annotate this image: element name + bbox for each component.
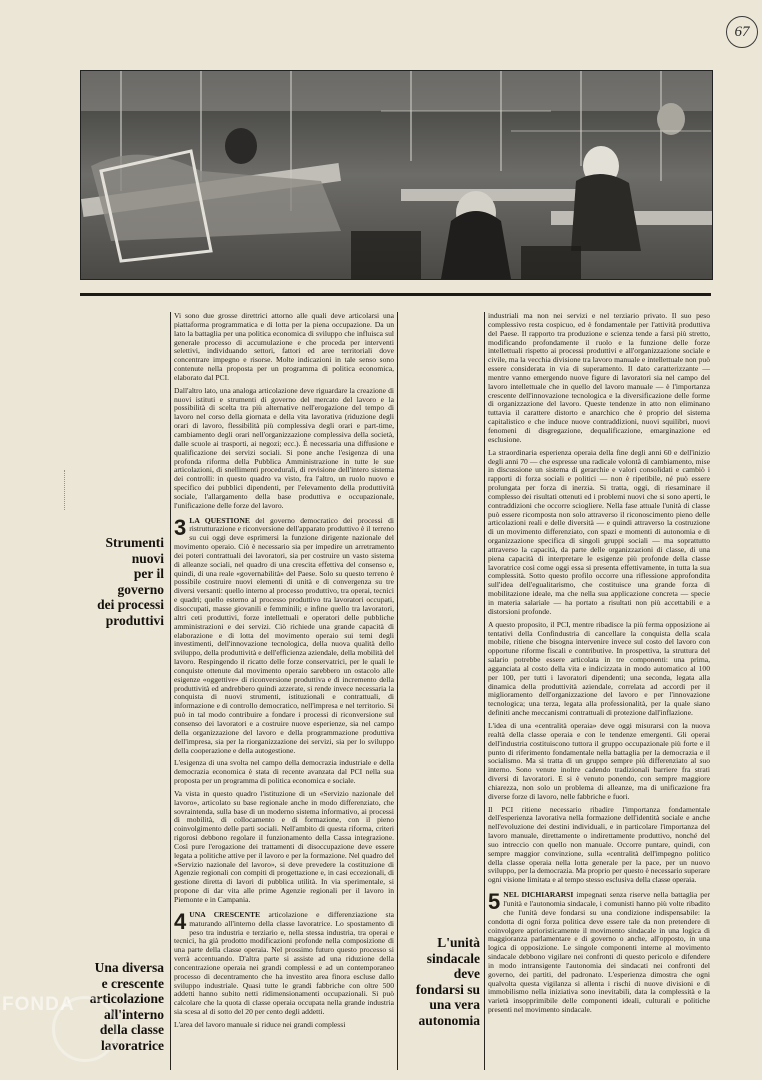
watermark: FONDA <box>2 994 75 1015</box>
headline-unita-sindacale: L'unità sindacale deve fondarsi su una vera autonomia <box>415 935 480 1028</box>
section-3: 3 LA QUESTIONE del governo democratico dei processi di ristrutturazione e riconversione dell'apparato produttivo è il terreno su cui oggi deve esprimersi la funzione dirigente nazionale del movimento operaio. Ciò è necessario sia per impedire un arretramento dei poteri contrattuali dei lavoratori, sia per costruire un vasto sistema di alleanze sociali, nel quadro di una crescita effettiva del consenso e, quindi, di una reale «governabilità» del Paese. Solo su questo terreno è possibile costruire nuovi elementi di unità e di convergenza su tre diversi versanti: quello interno al processo produttivo, tra operai, tecnici e quadri; quello esterno al processo produttivo tra lavoratori occupati, disoccupati, masse giovanili e femminili; e infine quello tra lavoratori, altri ceti produttivi, forze intellettuali e operatori delle pubbliche amministrazioni e dei servizi. Ciò richiede una grande capacità di elaborazione e di lotta del movimento operaio sui temi degli investimenti, dell'innovazione tecnologica, della nuova qualità dello sviluppo, della produttività e dell'efficienza aziendale, della mobilità del lavoro. Respingendo il ricatto delle forze conservatrici, per le quali le conquiste ottenute dal movimento operaio sarebbero un ostacolo alle esigenze «oggettive» di riconversione produttiva e di incremento della produttività ed andrebbero quindi azzerate, si rende invece necessaria la conquista di nuovi strumenti, istituzionali e contrattuali, di informazione e di controllo democratico, nell'impresa e nel territorio. Si può in tal modo contribuire a fondare i processi di riconversione sul consenso dei lavoratori e a costruire nuove esperienze, sia nel campo della organizzazione del lavoro e della programmazione produttiva dell'impresa, sia per la riorganizzazione dei servizi, sia per lo sviluppo della cooperazione e della autogestione. L'esigenza di una svolta nel campo della democrazia industriale e della democrazia economica è stata di recente avanzata dal PCI nella sua proposta per un programma di politica economica e sociale. Va vista in questo quadro l'istituzione di un «Servizio nazionale del lavoro», articolato su base regionale anche in modo differenziato, che sovraintenda, sulla base di un moderno sistema informativo, ai processi di mobilità, di collocamento e di formazione, con il pieno coinvolgimento delle parti sociali. Nell'ambito di questa riforma, criteri rigorosi debbono regolare il funzionamento della Cassa integrazione. Così pure l'erogazione dei trattamenti di disoccupazione deve essere legata a politiche attive per il lavoro e per la formazione. Nel quadro del «Servizio nazionale del lavoro», si deve prevedere la costituzione di Agenzie regionali con compiti di progettazione e, in casi eccezionali, di gestione diretta di lavori di pubblica utilità. In via sperimentale, si propone di dar vita alle prime Agenzie regionali per il lavoro in Piemonte e in Campania. <box>174 514 394 904</box>
paragraph: La straordinaria esperienza operaia della fine degli anni 60 e dell'inizio degli anni 70 — che espresse una radicale volontà di cambiamento, mise in discussione un sistema di gerarchie e valori consolidati e cambiò i rapporti di forza sociali e politici — non è ripetibile, né può essere prolungata per forza di inerzia. Si tratta, oggi, di riesaminare il complesso dei risultati ottenuti ed i problemi nuovi che si sono aperti, le contraddizioni che occorre sciogliere. Nella fase attuale l'unità di classe può essere ricomposta non solo attraverso il riconoscimento pieno delle articolazioni reali e delle diversità — e quindi attraverso la costruzione di un movimento differenziato, con spazi e momenti di autonomia e di organizzazione specifica di singoli gruppi sociali — ma soprattutto attraverso la capacità, da parte delle organizzazioni di classe, di una piena capacità di interpretare le esigenze più profonde della classe lavoratrice così come oggi essa si presenta effettivamente, in tutta la sua complessità. Sotto questo profilo occorre una riflessione approfondita sull'idea dell'egualitarismo, che costituisce una grande forza di mobilitazione ideale, ma che nella sua applicazione concreta — specie in materia salariale — ha portato a risultati non più accettabili e a distorsioni profonde. <box>488 447 710 616</box>
section-rule <box>80 293 711 296</box>
paragraph: Vi sono due grosse direttrici attorno alle quali deve articolarsi una piattaforma programmatica e di lotta per la piena occupazione. Da un lato la battaglia per una politica economica di sviluppo che influisca sul generale processo di accumulazione e che proceda per interventi selettivi, individuando settori, fattori ed aree territoriali dove concentrare impegno e risorse. Molte indicazioni in tale senso sono contenute nella proposta per un programma di politica economica, elaborato dal PCI. <box>174 312 394 382</box>
column-divider-left <box>170 312 171 1070</box>
section-lead: LA QUESTIONE <box>189 515 250 525</box>
paragraph: Dall'altro lato, una analoga articolazione deve riguardare la creazione di nuovi istituti e strumenti di governo del mercato del lavoro e la possibilità di scelta tra più alternative nell'erogazione del tempo di lavoro nel corso della giornata e della vita lavorativa (riduzione degli orari di lavoro, flessibilità più complessiva degli orari e part-time, cambiamento degli orari nell'organizzazione complessiva della società, dalle scuole ai trasporti, ai negozi; ecc.). È necessaria una diffusione e qualificazione dei servizi sociali. Si pone anche l'esigenza di una profonda riforma della Pubblica Amministrazione in tutte le sue articolazioni, di snellimenti procedurali, di revisione dell'intero sistema dei controlli: in questo quadro va visto, fra l'altro, un ruolo nuovo e specifico dei pubblici dipendenti, per l'elevamento della produttività sociale, l'allargamento della base produttiva e occupazionale, l'unificazione delle forze del lavoro. <box>174 385 394 510</box>
factory-workers-photo <box>80 70 713 280</box>
section-number: 5 <box>488 889 501 915</box>
factory-workers-photo-icon <box>81 71 712 279</box>
article-column-right <box>488 312 710 1074</box>
section-number: 3 <box>174 514 187 540</box>
column-divider-right <box>484 312 485 1070</box>
paragraph: L'idea di una «centralità operaia» deve oggi misurarsi con la nuova realtà della classe operaia e con le tendenze emergenti. Gli operai dell'industria costituiscono tuttora il gruppo occupazionale più forte e il punto di riferimento fondamentale nella battaglia per la democrazia e il socialismo. Ma si tratta di un gruppo sempre più differenziato al suo interno. Sono venute inoltre cadendo tradizionali barriere fra strati diversi di lavoratori. E si è venuto ponendo, con sempre maggiore chiarezza, non solo un problema di alleanze, ma di unificazione fra diverse forze di lavoro, nelle fabbriche e fuori. <box>488 720 710 801</box>
article-column-left <box>174 312 394 1074</box>
headline-una-diversa: Una diversa e crescente articolazione all'interno della classe lavoratrice <box>89 960 164 1053</box>
section-number: 4 <box>174 908 187 934</box>
section-lead: NEL DICHIARARSI <box>503 890 574 900</box>
section-lead: UNA CRESCENTE <box>189 909 261 919</box>
page-number: 67 <box>726 16 758 48</box>
paragraph: A questo proposito, il PCI, mentre ribadisce la più ferma opposizione ai tentativi della Confindustria di cancellare la conquista della scala mobile, ritiene che bisogna intervenire invece sul costo del lavoro con opportune riforme fiscali e contributive. In prospettiva, la struttura del salario potrebbe essere articolata in tre componenti: una prima, agganciata al costo della vita e indicizzata in modo automatico al 100 per 100, per tutti i lavoratori dipendenti; una seconda, legata alla dinamica della produttività aziendale, correlata ad accordi per il miglioramento dell'organizzazione del lavoro e per l'innovazione tecnologica; una terza, legata alla professionalità, per la quale siano definiti anche meccanismi contrattuali di protezione dall'inflazione. <box>488 619 710 718</box>
paragraph: L'area del lavoro manuale si riduce nei grandi complessi <box>174 1019 346 1029</box>
headline-strumenti: Strumenti nuovi per il governo dei processi produttivi <box>97 535 164 628</box>
margin-mark <box>64 470 75 510</box>
section-4: 4 UNA CRESCENTE articolazione e differenziazione sta maturando all'interno della classe lavoratrice. Lo spostamento di peso tra industria e terziario e, nella stessa industria, tra operai e tecnici, ha già prodotto modificazioni profonde nella composizione di una parte della classe operaia. Nel prossimo futuro questo processo si verrà accentuando. D'altra parte si assiste ad una riduzione della concentrazione operaia nei grandi complessi e ad un contemporaneo processo di decentramento che ha investito area finora escluse dallo sviluppo industriale. Quasi tutte le grandi fabbriche con oltre 500 addetti hanno subito netti ridimensionamenti occupazionali. Si può calcolare che la quota di classe operaia occupata nella grande industria sia scesa al di sotto del 20 per cento degli addetti. L'area del lavoro manuale si riduce nei grandi complessi <box>174 908 394 1029</box>
paragraph: Va vista in questo quadro l'istituzione di un «Servizio nazionale del lavoro», articolato su base regionale anche in modo differenziato, che sovraintenda, sulla base di un moderno sistema informativo, ai processi di mobilità, di collocamento e di formazione, con il pieno coinvolgimento delle parti sociali. Nell'ambito di questa riforma, criteri rigorosi debbono regolare il funzionamento della Cassa integrazione. Così pure l'erogazione dei trattamenti di disoccupazione deve essere legata a politiche attive per il lavoro e per la formazione. Nel quadro del «Servizio nazionale del lavoro», si deve prevedere la costituzione di Agenzie regionali con compiti di progettazione e, in casi eccezionali, di gestione diretta di lavori di pubblica utilità. In via sperimentale, si propone di dar vita alle prime Agenzie regionali per il lavoro in Piemonte e in Campania. <box>174 788 394 904</box>
section-5: 5 NEL DICHIARARSI impegnati senza riserve nella battaglia per l'unità e l'autonomia sindacale, i comunisti hanno più volte ribadito che l'unità deve fondarsi su una condizione indispensabile: la condotta di ogni forza politica deve essere tale da non pretendere di coinvolgere aprioristicamente il movimento sindacale in una logica di maggioranza parlamentare e di governo o anche, all'opposto, in una logica di opposizione. Le singole componenti interne al movimento sindacale debbono vigilare nei confronti di questo pericolo e difendere in modo intransigente l'autonomia dei sindacati nei confronti del governo, dei partiti, del padronato. L'esperienza dimostra che ogni qualvolta questa vigilanza si allenta i rischi di nuove divisioni e di immobilismo nella iniziativa sono inevitabili, data la complessità e la varietà insopprimibile delle componenti ideali, culturali e politiche presenti nel movimento sindacale. <box>488 889 710 1015</box>
paragraph: Il PCI ritiene necessario ribadire l'importanza fondamentale dell'esperienza lavorativa nella formazione dell'identità sociale e anche nell'evoluzione dei destini individuali, e in particolare l'importanza del lavoro manuale, direttamente o indirettamente produttivo, nonché del suo intreccio con quello non manuale. Occorre puntare, quindi, con sempre maggior convinzione, sulla «centralità dell'impegno politico della classe operaia nella lotta generale per la pace, per un nuovo sviluppo, per la democrazia. Ma proprio per questo è necessario superare ogni visione limitata e al tempo stesso esclusiva della classe operaia. <box>488 804 710 885</box>
paragraph: industriali ma non nei servizi e nel terziario privato. Il suo peso complessivo resta cospicuo, ed è fondamentale per l'attività produttiva del Paese. Il rapporto tra produzione e scienza tende a farsi più stretto, modificando profondamente il ruolo e la funzione delle forze intellettuali rispetto ai processi produttivi e all'organizzazione sociale e civile, ma la vecchia divisione tra lavoro manuale e intellettuale non può essere considerata in via di superamento. Il dato caratterizzante — mentre vanno emergendo nuove figure di lavoratori sia nel campo del lavoro intellettuale che in quello del lavoro manuale — è l'importanza crescente dell'innovazione tecnologica e la diversificazione delle forme di organizzazione del lavoro. Queste tendenze in atto non eliminano tuttavia il carattere distorto e anarchico che è proprio del sistema capitalistico e che induce nuove contraddizioni, nuovi squilibri, nuovi fenomeni di disgregazione, dequalificazione, emarginazione ed esclusione. <box>488 312 710 444</box>
column-divider-center <box>397 312 398 1070</box>
paragraph: L'esigenza di una svolta nel campo della democrazia industriale e della democrazia economica è stata di recente avanzata dal PCI nella sua proposta per un programma di politica economica e sociale. <box>174 758 394 786</box>
